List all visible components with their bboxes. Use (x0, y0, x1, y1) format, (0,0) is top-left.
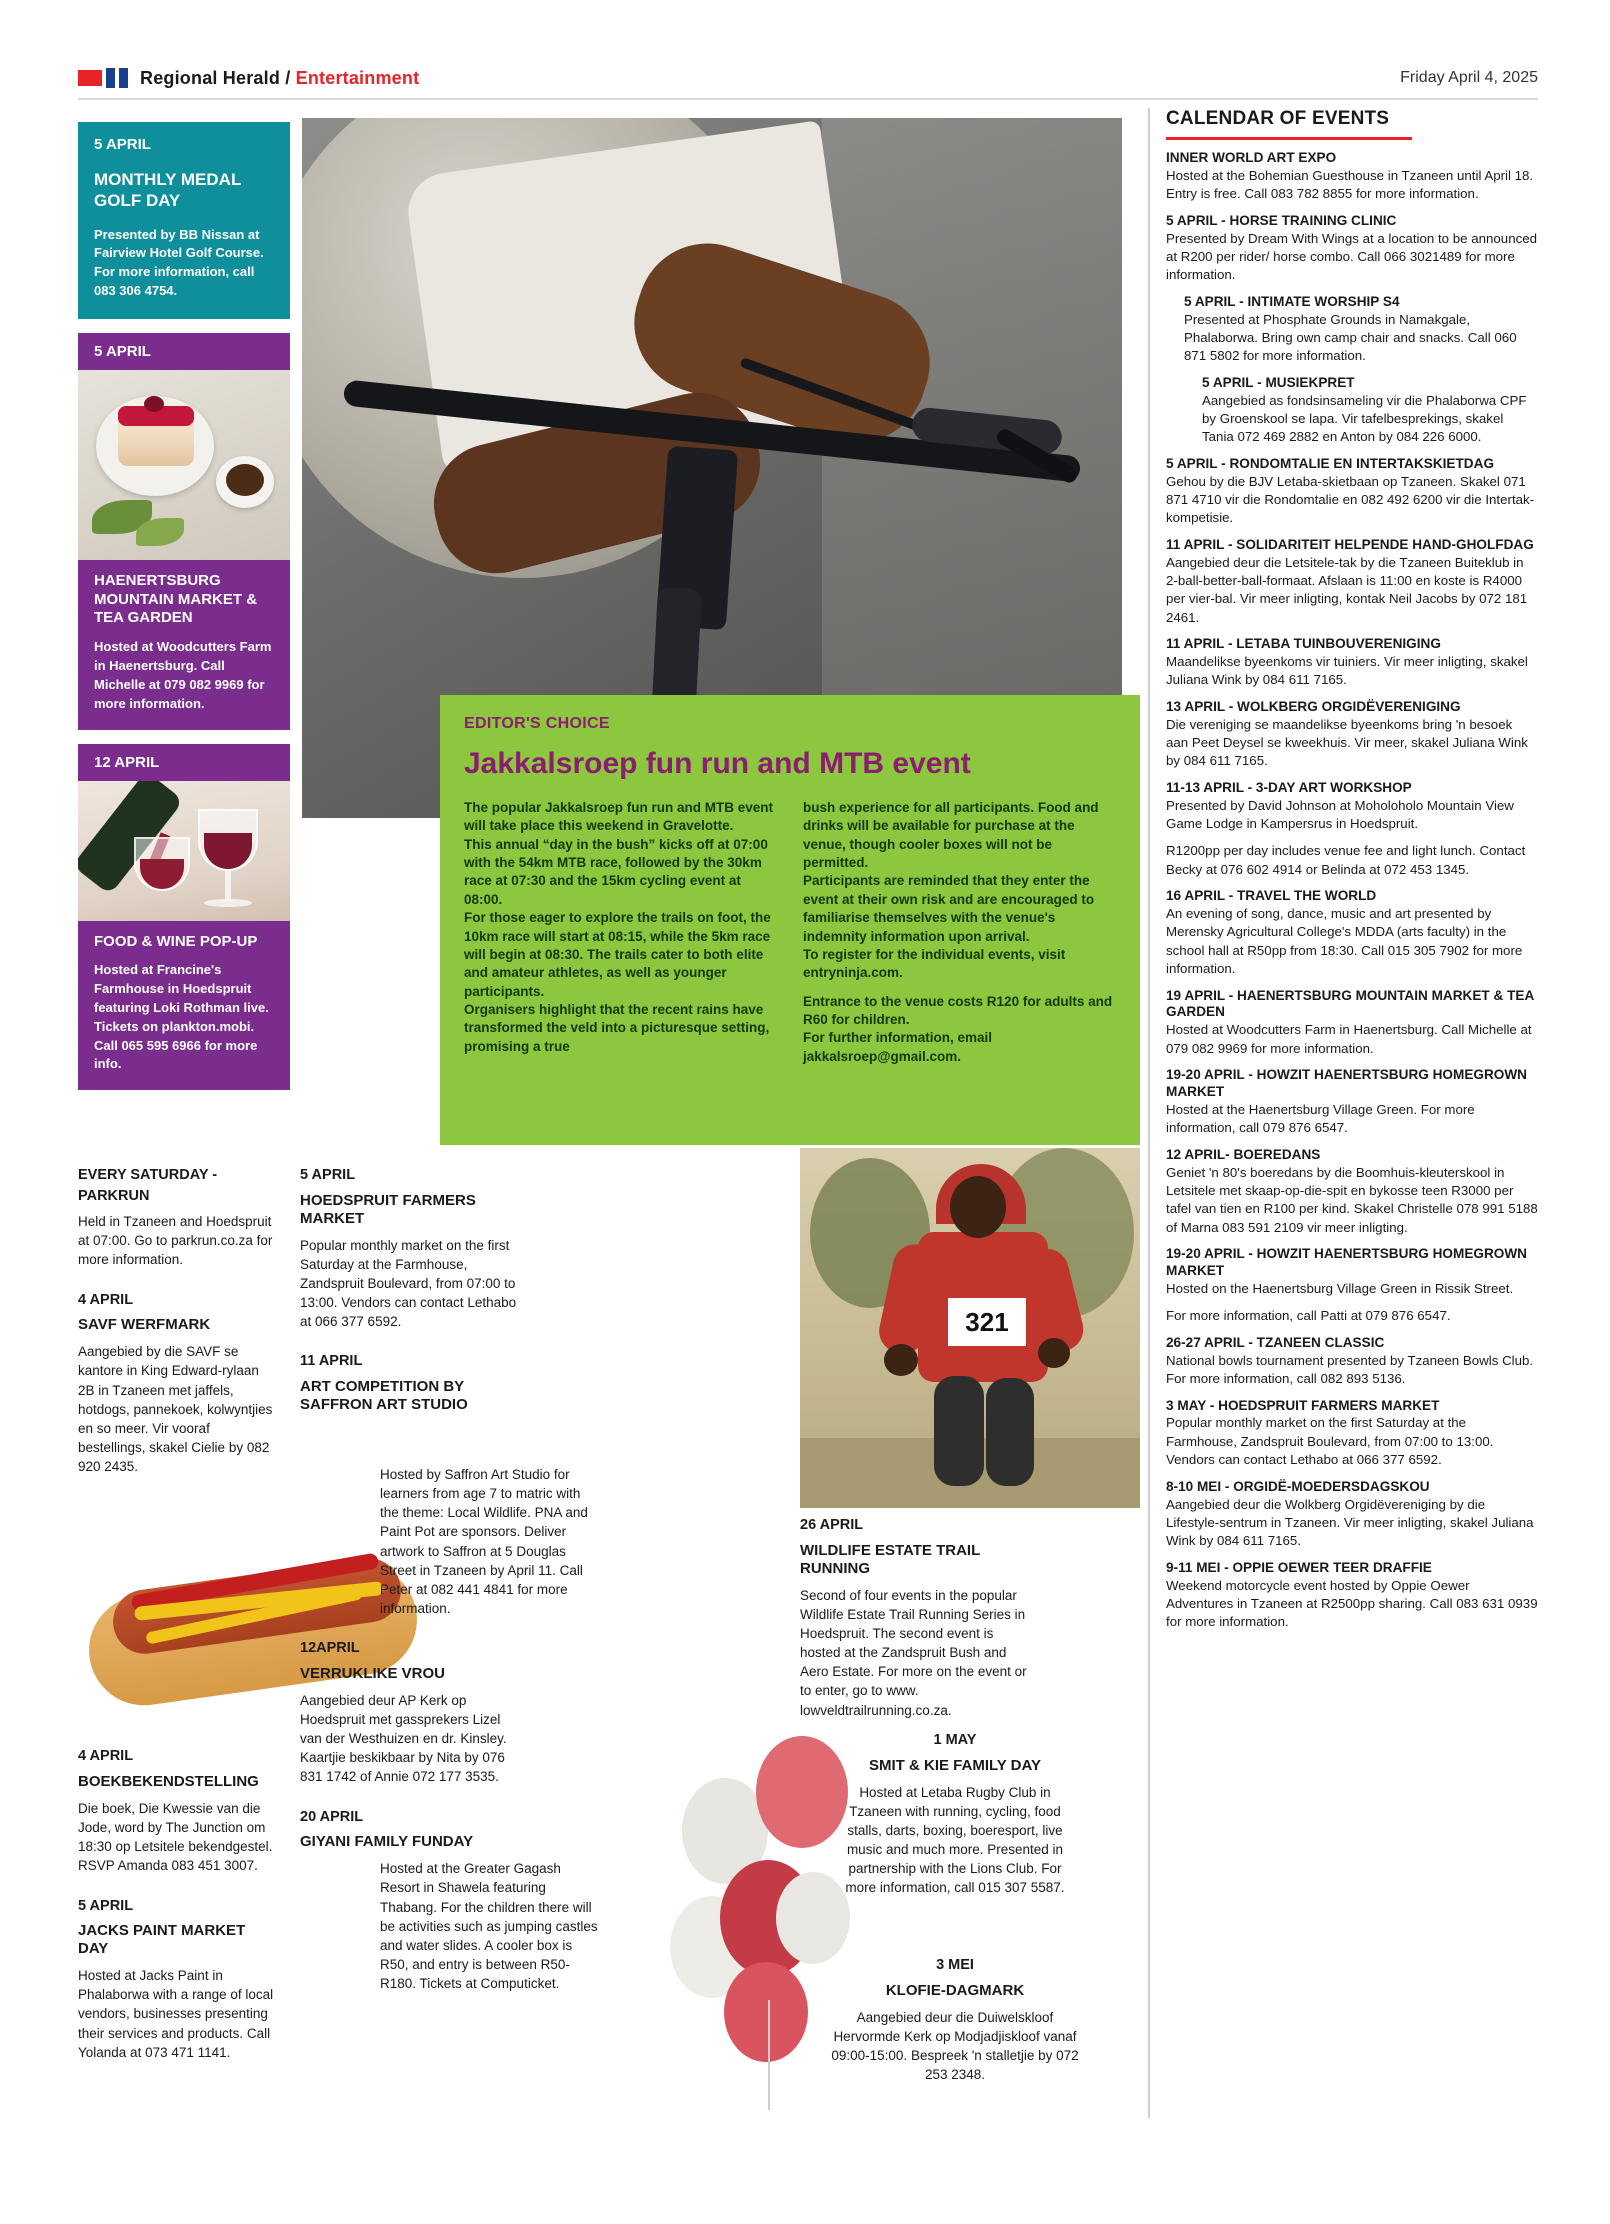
wine-pouring-photo (78, 781, 290, 921)
editors-para: bush experience for all participants. Food and drinks will be available for purchase at the venue, though cooler boxes will not be permitted. (803, 800, 1099, 871)
event-title: GIYANI FAMILY FUNDAY (300, 1833, 474, 1851)
editors-para: For further information, email jakkalsroep@gmail.com. (803, 1030, 993, 1064)
calendar-item-body: Aangebied deur die Wolkberg Orgidëvereniging by die Lifestyle-sentrum in Tzaneen. Vir meer inligting, skakel Juliana Wink by 084 611 7165. (1166, 1496, 1534, 1549)
events-column-c (800, 1515, 1030, 1740)
calendar-item-heading: 12 APRIL- BOEREDANS (1166, 1146, 1321, 1162)
cake-and-coffee-photo (78, 370, 290, 560)
calendar-item (1166, 213, 1538, 285)
masthead (78, 58, 1538, 100)
calendar-item-heading: 5 APRIL - RONDOMTALIE EN INTERTAKSKIETDAG (1166, 455, 1495, 471)
editors-para: To register for the individual events, visit entryninja.com. (803, 946, 1066, 981)
calendar-item (1166, 1560, 1538, 1632)
calendar-item-body: Die vereniging se maandelikse byeenkoms bring 'n besoek aan Peet Deysel se kweekhuis. Vir meer, skakel Juliana Wink by 084 611 7165. (1166, 716, 1528, 769)
calendar-item (1166, 780, 1538, 834)
market-date: 5 APRIL (94, 342, 151, 360)
event-body: Hosted at Jacks Paint in Phalaborwa with a range of local vendors, businesses presenting their services and products. Call Yolanda at 073 471 1141. (78, 1968, 274, 2060)
editors-para: The popular Jakkalsroep fun run and MTB event will take place this weekend in Gravelotte. (464, 800, 774, 834)
calendar-item (1166, 1147, 1538, 1237)
calendar-item (1166, 636, 1538, 690)
section-name: Entertainment (295, 67, 420, 88)
calendar-item-heading: 13 APRIL - WOLKBERG ORGIDËVERENIGING (1166, 698, 1461, 714)
event-date: 3 MEI (936, 1957, 974, 1973)
editors-para: Organisers highlight that the recent rains have transformed the veld into a picturesque setting, promising a true (464, 1001, 770, 1054)
event-body: Hosted at the Greater Gagash Resort in Shawela featuring Thabang. For the children there will be activities such as jumping castles and water slides. A cooler box is R50, and entry is between R50-R180. Tickets at Computicket. (380, 1861, 598, 1992)
runner-bib-number: 321 (948, 1298, 1026, 1346)
event-date: 20 APRIL (300, 1808, 364, 1825)
calendar-item-heading: 26-27 APRIL - TZANEEN CLASSIC (1166, 1334, 1385, 1350)
editors-para: Entrance to the venue costs R120 for adults and R60 for children. (803, 993, 1113, 1027)
calendar-item-body: Gehou by die BJV Letaba-skietbaan op Tzaneen. Skakel 071 871 4710 vir die Rondomtalie en 082 492 6200 vir die Intertak-kompetisie. (1166, 473, 1535, 526)
event-date: 26 APRIL (800, 1517, 864, 1533)
masthead-separator: / (285, 67, 291, 88)
calendar-item-body: Aangebied deur die Letsitele-tak by die Tzaneen Buiteklub in 2-ball-better-ball-formaat. Afslaan is 11:00 en koste is R4000 per vier-bal. Vir meer inligting, kontak Neil Jacobs by 072 181 2461. (1166, 554, 1528, 625)
event-body: Aangebied by die SAVF se kantore in King Edward-rylaan 2B in Tzaneen met jaffels, hotdogs, pannekoek, kolwyntjies en so meer. Vir vooraf bestellings, skakel Cielie by 082 920 2435. (78, 1344, 273, 1475)
event-date: EVERY SATURDAY - PARKRUN (78, 1167, 218, 1204)
event-date: 11 APRIL (300, 1353, 363, 1370)
calendar-item-heading: 3 MAY - HOEDSPRUIT FARMERS MARKET (1166, 1397, 1440, 1413)
calendar-item-heading: 8-10 MEI - ORGIDË-MOEDERSDAGSKOU (1166, 1478, 1430, 1494)
calendar-item-heading: 5 APRIL - INTIMATE WORSHIP S4 (1184, 293, 1400, 309)
calendar-of-events (1148, 108, 1538, 2118)
foodwine-body: Hosted at Francine's Farmhouse in Hoedspruit featuring Loki Rothman live. Tickets on plankton.mobi. Call 065 595 6966 for more info. (94, 962, 269, 1072)
event-title: ART COMPETITION BY SAFFRON ART STUDIO (300, 1377, 468, 1413)
event-title: SMIT & KIE FAMILY DAY (869, 1756, 1041, 1774)
event-title: VERRUKLIKE VROU (300, 1664, 446, 1682)
calendar-item-heading: 5 APRIL - HORSE TRAINING CLINIC (1166, 212, 1397, 228)
calendar-item (1166, 375, 1538, 447)
event-body: Second of four events in the popular Wildlife Estate Trail Running Series in Hoedspruit. The second event is hosted at the Zandspruit Bush and Aero Estate. For more on the event or to enter, go to www. lowveldtrailrunning.co.za. (800, 1587, 1027, 1718)
calendar-item-body: Hosted at Woodcutters Farm in Haenertsburg. Call Michelle at 079 082 9969 for more information. (1166, 1022, 1532, 1056)
calendar-item-heading: INNER WORLD ART EXPO (1166, 150, 1337, 165)
calendar-item (1166, 1479, 1538, 1551)
calendar-item (1166, 888, 1538, 978)
editors-choice-box (440, 695, 1140, 1145)
editors-choice-headline: Jakkalsroep fun run and MTB event (464, 747, 971, 780)
market-title: HAENERTSBURG MOUNTAIN MARKET & TEA GARDEN (94, 571, 258, 627)
calendar-rule (1166, 137, 1412, 140)
left-rail (78, 122, 290, 1090)
events-column-b (300, 1165, 520, 1422)
calendar-item-heading: 5 APRIL - MUSIEKPRET (1202, 374, 1355, 390)
editors-choice-tag: EDITOR'S CHOICE (464, 715, 610, 732)
calendar-item-body: Hosted on the Haenertsburg Village Green in Rissik Street. (1166, 1281, 1514, 1297)
calendar-item (1166, 1335, 1538, 1389)
calendar-item-body: R1200pp per day includes venue fee and light lunch. Contact Becky at 076 602 4914 or Belinda at 072 453 1345. (1166, 843, 1526, 877)
calendar-item-body: Presented at Phosphate Grounds in Namakgale, Phalaborwa. Bring own camp chair and snacks. Call 060 871 5802 for more information. (1184, 311, 1517, 364)
editors-para: For those eager to explore the trails on foot, the 10km race will start at 08:15, while the 5km race will begin at 08:30. The trails cater to both elite and amateur athletes, as well as younger participants. (464, 910, 771, 999)
calendar-item-body: Geniet 'n 80's boeredans by die Boomhuis-kleuterskool in Letsitele met skaap-op-die-spit en bykosse teen R3000 per tafel van tien en R100 per kind. Skakel Christelle 078 991 5188 of Marna 083 591 2109 vir meer inligting. (1166, 1164, 1538, 1235)
event-date: 4 APRIL (78, 1748, 134, 1765)
event-title: SAVF WERFMARK (78, 1316, 211, 1334)
event-date: 5 APRIL (78, 1897, 134, 1914)
publication-logo-icon (78, 68, 128, 88)
golf-body: Presented by BB Nissan at Fairview Hotel Golf Course. For more information, call 083 306 4754. (94, 226, 264, 299)
calendar-item-body: Popular monthly market on the first Saturday at the Farmhouse, Zandspruit Boulevard, from 07:00 to 13:00. Vendors can contact Lethabo at 066 377 6592. (1166, 1415, 1494, 1468)
calendar-item-body: National bowls tournament presented by Tzaneen Bowls Club. For more information, call 082 893 5136. (1166, 1352, 1534, 1387)
editors-choice-column-1 (464, 799, 777, 1066)
calendar-item-heading: 16 APRIL - TRAVEL THE WORLD (1166, 888, 1377, 904)
calendar-item-body: Presented by David Johnson at Moholoholo Mountain View Game Lodge in Kampersrus in Hoedspruit. (1166, 797, 1514, 832)
event-body: Popular monthly market on the first Saturday at the Farmhouse, Zandspruit Boulevard, from 07:00 to 13:00. Vendors can contact Lethabo at 066 377 6592. (300, 1237, 517, 1330)
event-title: HOEDSPRUIT FARMERS MARKET (300, 1191, 476, 1227)
calendar-item (1166, 842, 1538, 879)
event-body: Held in Tzaneen and Hoedspruit at 07:00. Go to parkrun.co.za for more information. (78, 1214, 273, 1268)
calendar-item-body: Hosted at the Haenertsburg Village Green. For more information, call 079 876 6547. (1166, 1102, 1475, 1136)
editors-choice-column-2 (803, 799, 1116, 1066)
calendar-item-heading: 19-20 APRIL - HOWZIT HAENERTSBURG HOMEGROWN MARKET (1166, 1246, 1528, 1279)
foodwine-date: 12 APRIL (94, 753, 160, 771)
events-column-d (840, 1730, 1070, 1918)
events-column-a (78, 1165, 278, 2082)
event-title: KLOFIE-DAGMARK (885, 1981, 1025, 1999)
calendar-title: CALENDAR OF EVENTS (1166, 108, 1390, 129)
event-body: Die boek, Die Kwessie van die Jode, word by The Junction om 18:30 op Letsitele bekendgestel. RSVP Amanda 083 451 3007. (78, 1800, 273, 1874)
calendar-item (1166, 1307, 1538, 1325)
events-column-b-continued (300, 1465, 600, 2013)
event-date: 12APRIL (300, 1640, 360, 1657)
calendar-item-body: An evening of song, dance, music and art presented by Merensky Agricultural College's MDDA (arts faculty) in the school hall at R50pp from 18:30. Call 015 305 7902 for more information. (1166, 906, 1523, 977)
golf-title: MONTHLY MEDAL GOLF DAY (94, 170, 242, 211)
events-column-e (830, 1955, 1080, 2104)
calendar-item (1166, 988, 1538, 1059)
event-body: Aangebied deur AP Kerk op Hoedspruit met gassprekers Lizel van der Westhuizen en dr. Kinsley. Kaartjie beskikbaar by Nita by 076 831 1742 of Annie 072 177 3535. (300, 1692, 507, 1785)
calendar-item-body: Maandelikse byeenkoms vir tuiniers. Vir meer inligting, skakel Juliana Wink by 084 611 7165. (1166, 654, 1528, 688)
rail-card-food-wine (78, 744, 290, 1091)
event-title: WILDLIFE ESTATE TRAIL RUNNING (800, 1541, 980, 1577)
editors-para: Participants are reminded that they enter the event at their own risk and are encouraged to familiarise themselves with the venue's indemnity information upon arrival. (803, 873, 1095, 944)
market-body: Hosted at Woodcutters Farm in Haenertsburg. Call Michelle at 079 082 9969 for more information. (94, 639, 272, 711)
calendar-item (1166, 1246, 1538, 1298)
calendar-item-body: Hosted at the Bohemian Guesthouse in Tzaneen until April 18. Entry is free. Call 083 782 8855 for more information. (1166, 167, 1534, 202)
calendar-item (1166, 1398, 1538, 1470)
masthead-title (140, 68, 419, 89)
brand-name: Regional Herald (140, 67, 281, 88)
rail-card-mountain-market (78, 333, 290, 730)
calendar-list (1166, 150, 1538, 1632)
calendar-item-body: Aangebied as fondsinsameling vir die Phalaborwa CPF by Groenskool se lapa. Vir tafelbesprekings, skakel Tania 072 469 2882 en Anton by 084 226 6000. (1202, 392, 1527, 445)
calendar-item (1166, 294, 1538, 366)
calendar-item-heading: 11 APRIL - LETABA TUINBOUVERENIGING (1166, 636, 1441, 652)
issue-date: Friday April 4, 2025 (1400, 69, 1538, 86)
event-date: 4 APRIL (78, 1291, 134, 1308)
event-body: Hosted by Saffron Art Studio for learners from age 7 to matric with the theme: Local Wildlife. PNA and Paint Pot are sponsors. Deliver artwork to Saffron at 5 Douglas Street in Tzaneen by April 11. Call Peter at 082 441 4841 for more information. (380, 1467, 588, 1617)
event-title: BOEKBEKENDSTELLING (78, 1772, 259, 1790)
calendar-item-body: For more information, call Patti at 079 876 6547. (1166, 1308, 1451, 1324)
rail-card-golf (78, 122, 290, 319)
event-body: Aangebied deur die Duiwelskloof Hervormde Kerk op Modjadjiskloof vanaf 09:00-15:00. Bespreek 'n stalletjie by 072 253 2348. (831, 2009, 1079, 2083)
calendar-item-heading: 11-13 APRIL - 3-DAY ART WORKSHOP (1166, 779, 1412, 795)
trail-runner-photo (800, 1148, 1140, 1508)
calendar-item-body: Presented by Dream With Wings at a location to be announced at R200 per rider/ horse combo. Call 066 3021489 for more information. (1166, 230, 1538, 283)
calendar-item (1166, 1067, 1538, 1138)
calendar-item-heading: 11 APRIL - SOLIDARITEIT HELPENDE HAND-GHOLFDAG (1166, 536, 1534, 552)
event-date: 1 MAY (933, 1732, 977, 1748)
event-body: Hosted at Letaba Rugby Club in Tzaneen with running, cycling, food stalls, darts, boxing, boeresport, live music and much more. Presented in partnership with the Lions Club. For more information, call 015 307 5587. (845, 1784, 1065, 1896)
event-title: JACKS PAINT MARKET DAY (78, 1922, 246, 1958)
calendar-item (1166, 537, 1538, 627)
calendar-item-heading: 9-11 MEI - OPPIE OEWER TEER DRAFFIE (1166, 1559, 1432, 1575)
editors-para: This annual “day in the bush” kicks off at 07:00 with the 54km MTB race, followed by the 30km race at 07:30 and the 15km cycling event at 08:00. (464, 836, 768, 907)
calendar-item-heading: 19-20 APRIL - HOWZIT HAENERTSBURG HOMEGROWN MARKET (1166, 1067, 1528, 1100)
foodwine-title: FOOD & WINE POP-UP (94, 932, 258, 950)
calendar-item (1166, 699, 1538, 771)
event-date: 5 APRIL (300, 1167, 356, 1183)
calendar-item (1166, 456, 1538, 528)
calendar-item-heading: 19 APRIL - HAENERTSBURG MOUNTAIN MARKET & TEA GARDEN (1166, 987, 1534, 1020)
golf-date: 5 APRIL (94, 136, 151, 153)
calendar-item (1166, 150, 1538, 204)
calendar-item-body: Weekend motorcycle event hosted by Oppie Oewer Adventures in Tzaneen at R2500pp sharing. Call 083 631 0939 for more information. (1166, 1577, 1538, 1630)
